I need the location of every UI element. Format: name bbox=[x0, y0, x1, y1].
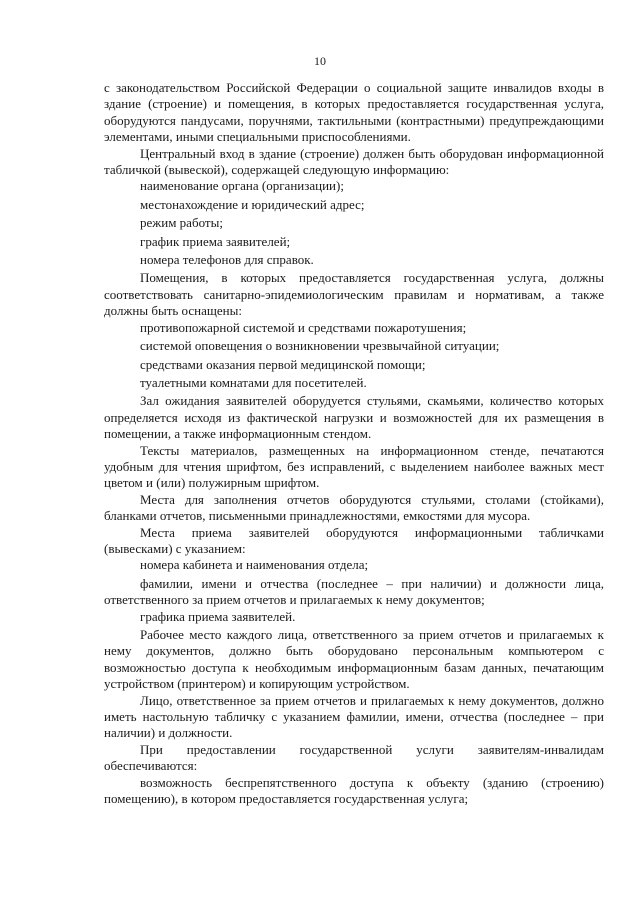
paragraph: При предоставлении государственной услуги заявителям-инвалидам обеспечиваются: bbox=[104, 741, 604, 774]
paragraph: Места для заполнения отчетов оборудуются стульями, столами (стойками), бланками отчетов, письменными принадлежностями, емкостями для мусора. bbox=[104, 491, 604, 524]
paragraph: Тексты материалов, размещенных на информационном стенде, печатаются удобным для чтения шрифтом, без исправлений, с выделением наиболее важных мест цветом и (или) полужирным шрифтом. bbox=[104, 442, 604, 491]
paragraph: Рабочее место каждого лица, ответственного за прием отчетов и прилагаемых к нему документов, должно быть оборудовано персональным компьютером с возможностью доступа к необходимым информационным базам данных, печатающим устройством (принтером) и копирующим устройством. bbox=[104, 627, 604, 692]
list-item: местонахождение и юридический адрес; bbox=[140, 196, 365, 212]
list-item: системой оповещения о возникновении чрезвычайной ситуации; bbox=[140, 338, 500, 354]
page-number: 10 bbox=[314, 54, 326, 68]
paragraph: Помещения, в которых предоставляется государственная услуга, должны соответствовать санитарно-эпидемиологическим правилам и нормативам, а также должны быть оснащены: bbox=[104, 270, 604, 319]
list-item: туалетными комнатами для посетителей. bbox=[140, 374, 367, 390]
list-item: график приема заявителей; bbox=[140, 233, 291, 249]
paragraph: Центральный вход в здание (строение) должен быть оборудован информационной табличкой (вывеской), содержащей следующую информацию: bbox=[104, 145, 604, 178]
list-item: средствами оказания первой медицинской помощи; bbox=[140, 356, 426, 372]
list-item: режим работы; bbox=[140, 215, 223, 231]
paragraph: с законодательством Российской Федерации о социальной защите инвалидов входы в здание (строение) и помещения, в которых предоставляется государственная услуга, оборудуются пандусами, поручнями, тактильными (контрастными) предупреждающими элементами, иными специальными приспособлениями. bbox=[104, 80, 604, 145]
list-item: наименование органа (организации); bbox=[140, 178, 344, 194]
paragraph: Зал ожидания заявителей оборудуется стульями, скамьями, количество которых определяется исходя из фактической нагрузки и возможностей для их размещения в помещении, а также информационным стендом. bbox=[104, 393, 604, 442]
list-item: номера кабинета и наименования отдела; bbox=[140, 557, 369, 573]
list-item: графика приема заявителей. bbox=[140, 608, 296, 624]
paragraph: фамилии, имени и отчества (последнее – при наличии) и должности лица, ответственного за прием отчетов и прилагаемых к нему документов; bbox=[104, 575, 604, 608]
list-item: номера телефонов для справок. bbox=[140, 252, 314, 268]
paragraph: Места приема заявителей оборудуются информационными табличками (вывесками) с указанием: bbox=[104, 524, 604, 556]
paragraph: Лицо, ответственное за прием отчетов и прилагаемых к нему документов, должно иметь настольную табличку с указанием фамилии, имени, отчества (последнее – при наличии) и должности. bbox=[104, 692, 604, 741]
document-body bbox=[104, 80, 604, 807]
list-item: противопожарной системой и средствами пожаротушения; bbox=[140, 319, 467, 335]
paragraph: возможность беспрепятственного доступа к объекту (зданию (строению) помещению), в котором предоставляется государственная услуга; bbox=[104, 774, 604, 807]
